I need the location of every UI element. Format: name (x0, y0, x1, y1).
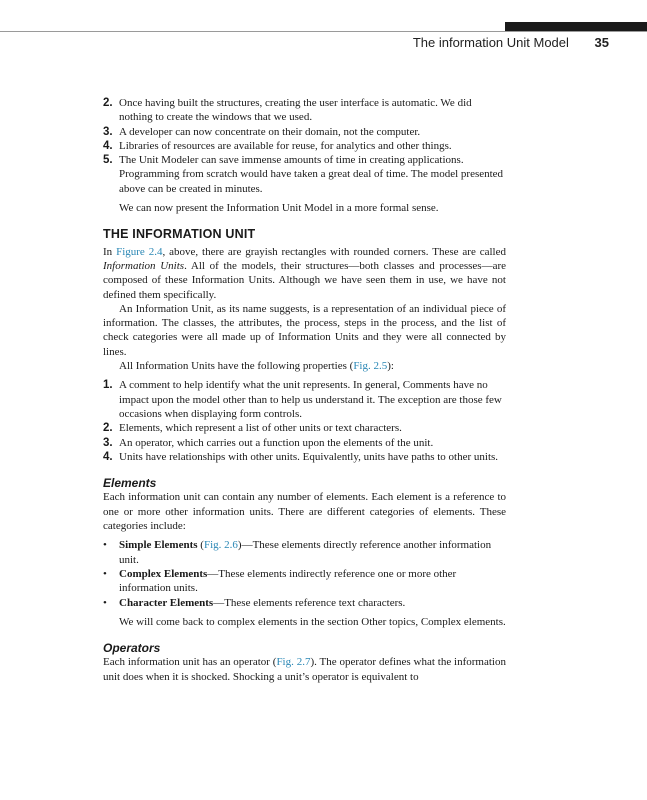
paragraph-intro: In Figure 2.4, above, there are grayish rectangles with rounded corners. These are called Information Units. All of the models, their structures—both classes and processes—are composed of these Information Units. Although we have seen them in use, we have not defined them specifically. (103, 245, 506, 301)
list-number: 2. (103, 422, 113, 435)
header-rule (0, 31, 647, 32)
term: Simple Elements (119, 539, 198, 552)
header-bar (505, 22, 647, 31)
list-text: Units have relationships with other units. Equivalently, units have paths to other units. (119, 450, 499, 463)
list-item (103, 436, 506, 450)
list-number: 4. (103, 139, 113, 152)
numbered-list-continued (103, 96, 506, 196)
list-text: A comment to help identify what the unit represents. In general, Comments have no impact upon the model other than to help us understand it. The exception are those few occasions when displaying form controls. (119, 379, 502, 420)
list-text: A developer can now concentrate on their domain, not the computer. (119, 125, 421, 138)
figure-link[interactable]: Figure 2.4 (116, 245, 163, 258)
list-item (103, 96, 506, 125)
paragraph-properties-lead: All Information Units have the following properties (Fig. 2.5): (119, 360, 394, 373)
list-item (103, 153, 506, 196)
paragraph-elements-intro: Each information unit can contain any number of elements. Each element is a reference to one or more other information units. There are different categories of elements. These categories include: (103, 491, 506, 533)
figure-link[interactable]: Fig. 2.6 (203, 539, 238, 552)
list-text: The Unit Modeler can save immense amounts of time in creating applications. Programming from scratch would have taken a great deal of time. The model presented above can be created in minutes. (119, 154, 504, 195)
transition-paragraph: We can now present the Information Unit Model in a more formal sense. (119, 202, 439, 215)
list-text: Elements, which represent a list of other units or text characters. (119, 422, 402, 435)
list-item (103, 139, 506, 153)
running-head (413, 35, 609, 50)
section-heading-information-unit: THE INFORMATION UNIT (103, 227, 256, 242)
properties-list (103, 378, 506, 464)
figure-link[interactable]: Fig. 2.5 (353, 360, 388, 373)
list-item (103, 421, 506, 435)
paragraph-operators: Each information unit has an operator (Fig. 2.7). The operator defines what the information unit does when it is shocked. Shocking a unit’s operator is equivalent to (103, 656, 506, 683)
element-categories-list (103, 538, 506, 609)
paragraph-definition: An Information Unit, as its name suggests, is a representation of an individual piece of information. The classes, the attributes, the process, steps in the process, and the list of check categories were all made up of Information Units and they were all connected by lines. (103, 302, 506, 358)
list-item (103, 125, 506, 139)
list-item (103, 450, 506, 464)
subheading-elements: Elements (103, 476, 157, 491)
list-item: • Simple Elements (Fig. 2.6)—These elements directly reference another information unit. (103, 539, 492, 566)
term: Complex Elements (119, 567, 208, 580)
list-text: Once having built the structures, creating the user interface is automatic. We did nothing to create the windows that we used. (119, 97, 472, 124)
bullet-icon: • (103, 596, 107, 609)
running-head-title: The information Unit Model (412, 35, 569, 50)
list-number: 5. (103, 154, 113, 167)
list-number: 4. (103, 450, 113, 463)
list-item: • Character Elements—These elements reference text characters. (103, 596, 406, 609)
page-body (103, 96, 506, 684)
subheading-operators: Operators (103, 641, 161, 656)
list-text: Libraries of resources are available for reuse, for analytics and other things. (119, 139, 452, 152)
list-text: An operator, which carries out a function upon the elements of the unit. (119, 436, 434, 449)
list-number: 3. (103, 436, 113, 449)
term: Character Elements (119, 596, 214, 609)
bullet-icon: • (103, 539, 107, 552)
list-number: 1. (103, 379, 113, 392)
list-item (103, 378, 506, 421)
figure-link[interactable]: Fig. 2.7 (276, 656, 311, 669)
list-item: • Complex Elements—These elements indirectly reference one or more other information units. (103, 567, 457, 595)
emphasis-term: Information Units (103, 259, 185, 272)
list-number: 3. (103, 125, 113, 138)
page-number: 35 (594, 35, 609, 50)
bullet-icon: • (103, 567, 107, 580)
list-number: 2. (103, 97, 113, 109)
paragraph-elements-closing: We will come back to complex elements in the section Other topics, Complex elements. (119, 615, 506, 628)
